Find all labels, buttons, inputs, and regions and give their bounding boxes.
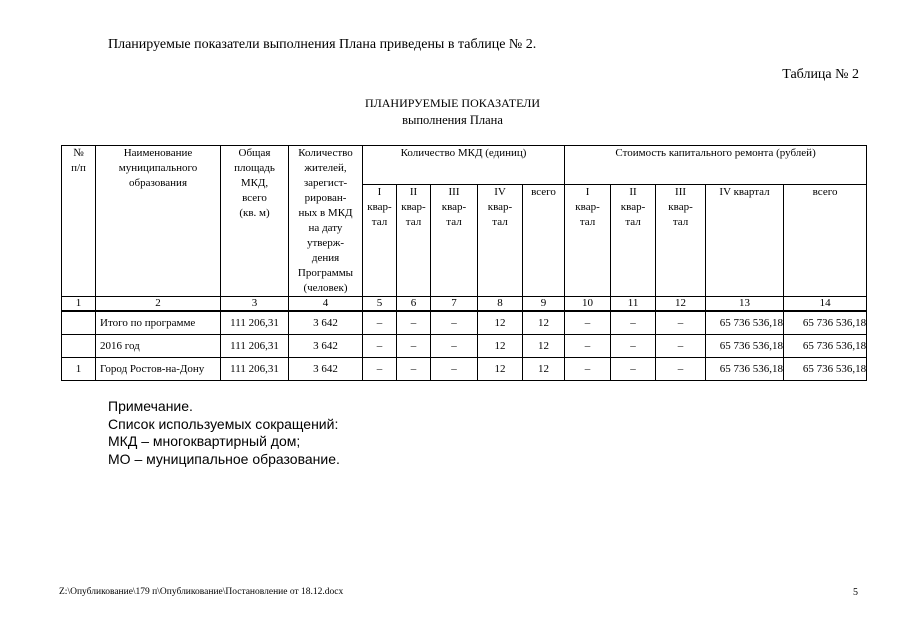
- footer-file-path: Z:\Опубликование\179 п\Опубликование\Постановление от 18.12.docx: [59, 587, 344, 597]
- header-mkd-q3: III квар- тал: [431, 184, 478, 296]
- cell-cost-q3: –: [656, 358, 706, 381]
- header-mkd-count: Количество МКД (единиц): [363, 146, 565, 185]
- notes-line: Список используемых сокращений:: [108, 415, 339, 432]
- page-number: 5: [853, 587, 858, 598]
- cell-residents: 3 642: [289, 335, 363, 358]
- notes-title: Примечание.: [108, 398, 193, 414]
- column-number: 14: [784, 297, 867, 312]
- cell-mkd-q3: –: [431, 358, 478, 381]
- cell-mkd-q1: –: [363, 358, 397, 381]
- cell-mkd-q1: –: [363, 311, 397, 335]
- cell-cost-total: 65 736 536,18: [784, 358, 867, 381]
- cell-cost-q4: 65 736 536,18: [706, 358, 784, 381]
- header-cost-q2: II квар- тал: [611, 184, 656, 296]
- cell-cost-q2: –: [611, 311, 656, 335]
- table-row: [62, 358, 867, 381]
- cell-mkd-q4: 12: [478, 335, 523, 358]
- cell-cost-total: 65 736 536,18: [784, 335, 867, 358]
- cell-cost-q2: –: [611, 335, 656, 358]
- column-number-row: [62, 297, 867, 312]
- notes-line: МО – муниципальное образование.: [108, 450, 340, 467]
- column-number: 10: [565, 297, 611, 312]
- cell-residents: 3 642: [289, 311, 363, 335]
- intro-paragraph: Планируемые показатели выполнения Плана приведены в таблице № 2.: [108, 37, 537, 52]
- cell-number: 1: [62, 358, 96, 381]
- table-title: ПЛАНИРУЕМЫЕ ПОКАЗАТЕЛИ: [364, 96, 541, 110]
- cell-cost-q1: –: [565, 358, 611, 381]
- cell-municipality: Итого по программе: [96, 311, 221, 335]
- header-cost-q1: I квар- тал: [565, 184, 611, 296]
- table-row: [62, 335, 867, 358]
- header-repair-cost: Стоимость капитального ремонта (рублей): [565, 146, 867, 185]
- column-number: 8: [478, 297, 523, 312]
- column-number: 6: [397, 297, 431, 312]
- column-number: 9: [523, 297, 565, 312]
- cell-cost-q3: –: [656, 335, 706, 358]
- header-municipality: Наименование муниципального образования: [96, 146, 221, 297]
- cell-cost-q1: –: [565, 335, 611, 358]
- column-number: 11: [611, 297, 656, 312]
- cell-mkd-q3: –: [431, 335, 478, 358]
- column-number: 7: [431, 297, 478, 312]
- cell-cost-q1: –: [565, 311, 611, 335]
- cell-municipality: 2016 год: [96, 335, 221, 358]
- cell-mkd-total: 12: [523, 311, 565, 335]
- table-subtitle: выполнения Плана: [402, 113, 503, 127]
- header-mkd-q1: I квар- тал: [363, 184, 397, 296]
- cell-area: 111 206,31: [221, 311, 289, 335]
- cell-mkd-q2: –: [397, 335, 431, 358]
- cell-cost-total: 65 736 536,18: [784, 311, 867, 335]
- column-number: 12: [656, 297, 706, 312]
- cell-mkd-total: 12: [523, 335, 565, 358]
- cell-cost-q4: 65 736 536,18: [706, 311, 784, 335]
- plan-indicators-table: [61, 145, 867, 381]
- column-number: 2: [96, 297, 221, 312]
- cell-mkd-q2: –: [397, 358, 431, 381]
- column-number: 1: [62, 297, 96, 312]
- notes-block: [108, 398, 340, 468]
- table-number-label: Таблица № 2: [782, 67, 859, 82]
- cell-cost-q4: 65 736 536,18: [706, 335, 784, 358]
- cell-cost-q3: –: [656, 311, 706, 335]
- cell-area: 111 206,31: [221, 335, 289, 358]
- cell-mkd-q2: –: [397, 311, 431, 335]
- cell-cost-q2: –: [611, 358, 656, 381]
- cell-mkd-q3: –: [431, 311, 478, 335]
- cell-mkd-q4: 12: [478, 311, 523, 335]
- cell-area: 111 206,31: [221, 358, 289, 381]
- header-mkd-q4: IV квар- тал: [478, 184, 523, 296]
- notes-line: МКД – многоквартирный дом;: [108, 433, 301, 449]
- cell-mkd-total: 12: [523, 358, 565, 381]
- column-number: 3: [221, 297, 289, 312]
- header-number: № п/п: [62, 146, 96, 297]
- header-mkd-total: всего: [523, 184, 565, 296]
- table-row: [62, 311, 867, 335]
- cell-mkd-q1: –: [363, 335, 397, 358]
- header-cost-total: всего: [784, 184, 867, 296]
- cell-mkd-q4: 12: [478, 358, 523, 381]
- header-row: [62, 146, 867, 185]
- header-residents: Количество жителей, зарегист- рирован- ных в МКД на дату утверж- дения Программы (человек): [289, 146, 363, 297]
- header-cost-q4: IV квартал: [706, 184, 784, 296]
- header-mkd-q2: II квар- тал: [397, 184, 431, 296]
- cell-municipality: Город Ростов-на-Дону: [96, 358, 221, 381]
- column-number: 5: [363, 297, 397, 312]
- cell-number: [62, 311, 96, 335]
- header-cost-q3: III квар- тал: [656, 184, 706, 296]
- header-area: Общая площадь МКД, всего (кв. м): [221, 146, 289, 297]
- column-number: 4: [289, 297, 363, 312]
- cell-residents: 3 642: [289, 358, 363, 381]
- cell-number: [62, 335, 96, 358]
- column-number: 13: [706, 297, 784, 312]
